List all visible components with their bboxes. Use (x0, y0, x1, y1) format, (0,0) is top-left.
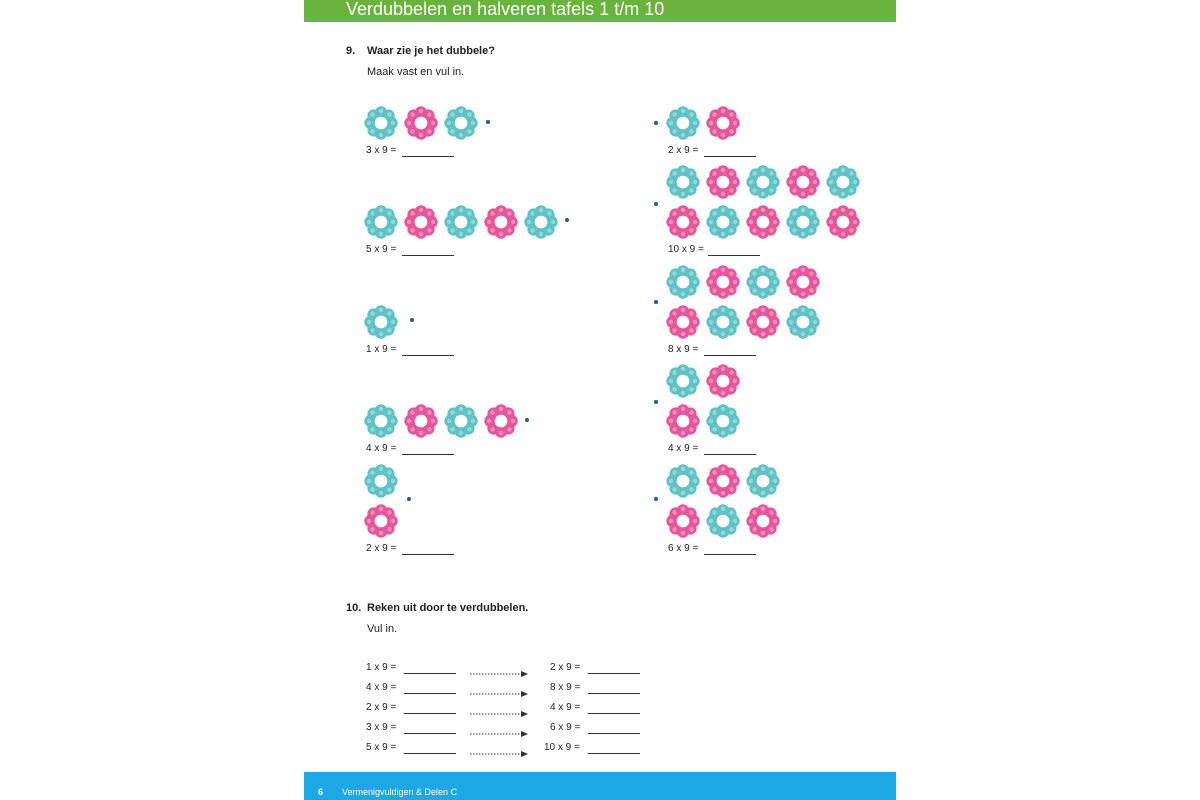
equation-label: 4 x 9 = (366, 682, 397, 693)
flower-icon (786, 305, 820, 339)
dotted-arrow-icon (470, 725, 528, 733)
dotted-arrow-icon (470, 665, 528, 673)
equation-label: 2 x 9 = (366, 702, 397, 713)
flower-icon (364, 504, 398, 538)
flower-icon (706, 265, 740, 299)
equation-label: 2 x 9 = (668, 145, 699, 156)
flower-icon (364, 106, 398, 140)
flower-icon (826, 205, 860, 239)
page-title: Verdubbelen en halveren tafels 1 t/m 10 (346, 0, 665, 19)
flower-icon (404, 106, 438, 140)
answer-blank[interactable] (402, 454, 454, 455)
dot-marker (654, 400, 658, 404)
flower-icon (746, 305, 780, 339)
equation-label: 4 x 9 = (668, 443, 699, 454)
dotted-arrow-icon (470, 705, 528, 713)
equation-label: 5 x 9 = (366, 244, 397, 255)
equation-label: 3 x 9 = (366, 145, 397, 156)
question-10-number: 10. (346, 602, 362, 614)
answer-blank[interactable] (588, 673, 640, 674)
dot-marker (654, 300, 658, 304)
flower-icon (706, 504, 740, 538)
flower-icon (706, 364, 740, 398)
flower-icon (364, 205, 398, 239)
flower-icon (746, 504, 780, 538)
equation-label: 1 x 9 = (366, 344, 397, 355)
flower-icon (746, 205, 780, 239)
flower-icon (666, 265, 700, 299)
flower-icon (404, 205, 438, 239)
flower-icon (666, 165, 700, 199)
flower-icon (706, 305, 740, 339)
flower-icon (666, 106, 700, 140)
flower-icon (666, 305, 700, 339)
flower-icon (666, 364, 700, 398)
flower-icon (746, 464, 780, 498)
answer-blank[interactable] (704, 554, 756, 555)
dotted-arrow-icon (470, 745, 528, 753)
header-bar (304, 0, 896, 22)
answer-blank[interactable] (402, 156, 454, 157)
flower-icon (706, 404, 740, 438)
dot-marker (407, 497, 411, 501)
flower-icon (826, 165, 860, 199)
flower-icon (746, 165, 780, 199)
flower-icon (786, 165, 820, 199)
flower-icon (786, 205, 820, 239)
question-9-number: 9. (346, 45, 356, 57)
flower-icon (706, 165, 740, 199)
answer-blank[interactable] (708, 255, 760, 256)
answer-blank[interactable] (402, 554, 454, 555)
equation-label: 10 x 9 = (544, 742, 580, 753)
flower-icon (666, 504, 700, 538)
flower-icon (364, 464, 398, 498)
equation-label: 1 x 9 = (366, 662, 397, 673)
answer-blank[interactable] (404, 733, 456, 734)
answer-blank[interactable] (588, 693, 640, 694)
flower-icon (666, 205, 700, 239)
flower-icon (666, 404, 700, 438)
question-10-instruction: Vul in. (367, 623, 398, 635)
worksheet-page (304, 0, 896, 800)
flower-icon (524, 205, 558, 239)
answer-blank[interactable] (404, 673, 456, 674)
equation-label: 4 x 9 = (366, 443, 397, 454)
footer-bar (304, 772, 896, 800)
equation-label: 4 x 9 = (550, 702, 581, 713)
flower-icon (484, 205, 518, 239)
answer-blank[interactable] (404, 693, 456, 694)
equation-label: 2 x 9 = (550, 662, 581, 673)
flower-icon (706, 205, 740, 239)
flower-icon (786, 265, 820, 299)
dot-marker (486, 120, 490, 124)
equation-label: 6 x 9 = (550, 722, 581, 733)
flower-icon (666, 464, 700, 498)
flower-icon (706, 106, 740, 140)
dotted-arrow-icon (470, 685, 528, 693)
book-title: Vermenigvuldigen & Delen C (342, 787, 458, 797)
dot-marker (654, 497, 658, 501)
flower-icon (364, 404, 398, 438)
answer-blank[interactable] (588, 733, 640, 734)
dot-marker (654, 121, 658, 125)
flower-icon (444, 205, 478, 239)
flower-icon (484, 404, 518, 438)
question-9-instruction: Maak vast en vul in. (367, 66, 465, 78)
answer-blank[interactable] (402, 255, 454, 256)
page-number: 6 (318, 787, 324, 797)
answer-blank[interactable] (704, 355, 756, 356)
answer-blank[interactable] (404, 713, 456, 714)
equation-label: 6 x 9 = (668, 543, 699, 554)
question-9-title: Waar zie je het dubbele? (367, 45, 495, 57)
flower-icon (706, 464, 740, 498)
question-10-title: Reken uit door te verdubbelen. (367, 602, 529, 614)
equation-label: 2 x 9 = (366, 543, 397, 554)
flower-icon (444, 106, 478, 140)
flower-icon (746, 265, 780, 299)
dot-marker (654, 202, 658, 206)
flower-icon (404, 404, 438, 438)
equation-label: 3 x 9 = (366, 722, 397, 733)
answer-blank[interactable] (704, 156, 756, 157)
dot-marker (565, 218, 569, 222)
equation-label: 10 x 9 = (668, 244, 704, 255)
equation-label: 8 x 9 = (550, 682, 581, 693)
answer-blank[interactable] (404, 753, 456, 754)
flower-icon (364, 305, 398, 339)
answer-blank[interactable] (588, 753, 640, 754)
answer-blank[interactable] (588, 713, 640, 714)
answer-blank[interactable] (704, 454, 756, 455)
equation-label: 5 x 9 = (366, 742, 397, 753)
equation-label: 8 x 9 = (668, 344, 699, 355)
answer-blank[interactable] (402, 355, 454, 356)
dot-marker (525, 418, 529, 422)
dot-marker (410, 318, 414, 322)
flower-icon (444, 404, 478, 438)
